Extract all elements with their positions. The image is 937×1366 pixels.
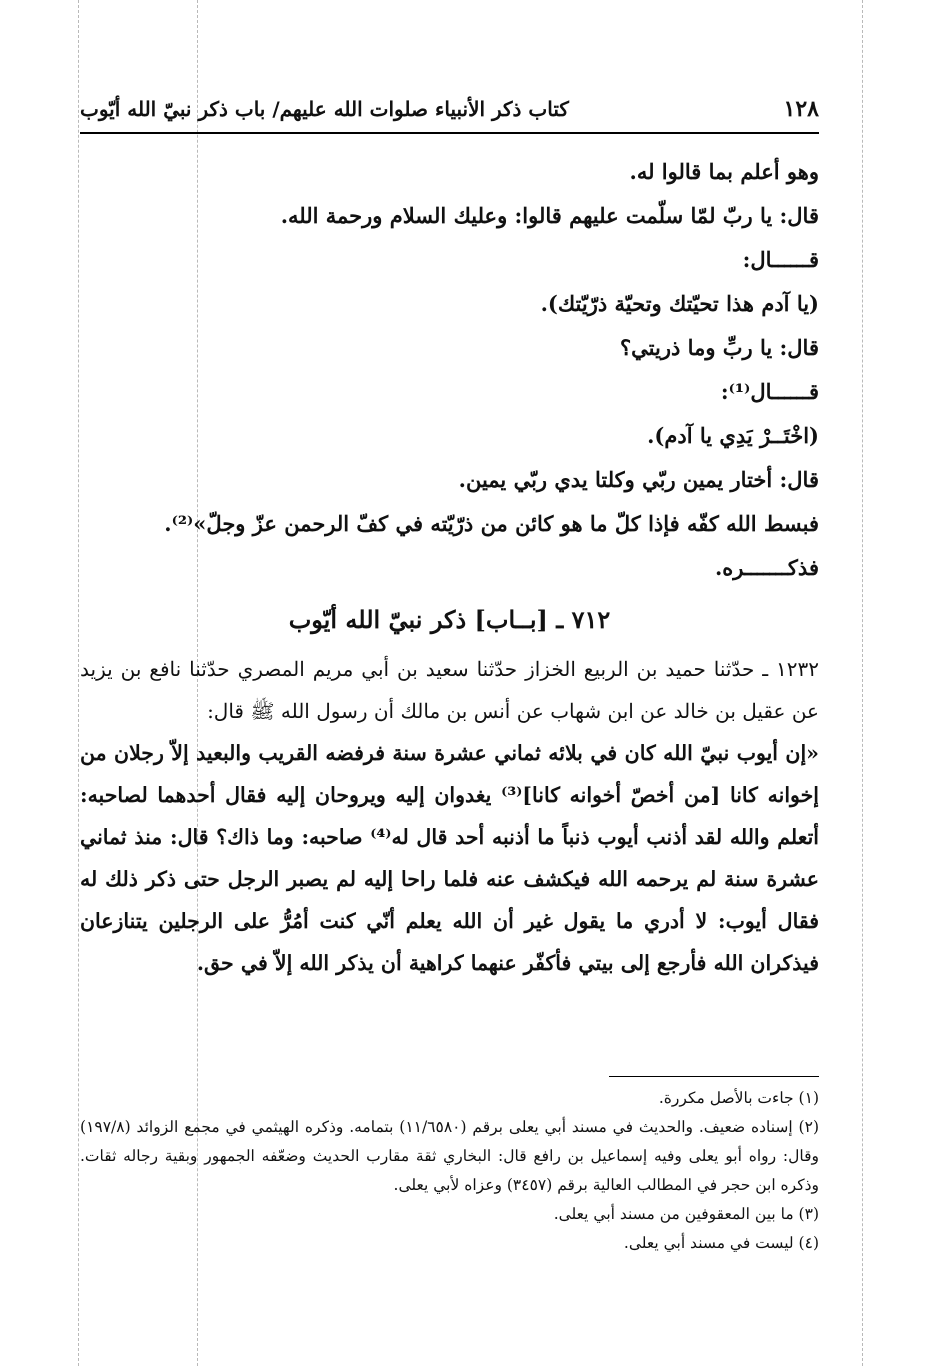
- text-line: قــــــال⁽¹⁾:: [720, 379, 819, 404]
- running-header: [80, 86, 819, 134]
- text-line: فبسط الله كفّه فإذا كلّ ما هو كائن من ذرّيّته في كفّ الرحمن عزّ وجلّ»⁽²⁾.: [164, 511, 819, 536]
- text-line: (اخْتَــرْ يَدِي يا آدم).: [647, 423, 819, 448]
- footnote: (٤) ليست في مسند أبي يعلى.: [623, 1234, 819, 1252]
- footnote: (١) جاءت بالأصل مكررة.: [658, 1089, 819, 1107]
- footnote: (٣) ما بين المعقوفين من مسند أبي يعلى.: [553, 1205, 819, 1223]
- footnote: (٢) إسناده ضعيف. والحديث في مسند أبي يعلى برقم (١١/٦٥٨٠) بتمامه. وذكره الهيثمي في مجمع الزوائد (١٩٧/٨) وقال: رواه أبو يعلى وفيه إسماعيل بن رافع قال: البخاري ثقة مقارب الحديث وضعّفه الجمهور وبقية رجاله ثقات. وذكره ابن حجر في المطالب العالية برقم (٣٤٥٧) وعزاه لأبي يعلى.: [80, 1118, 819, 1194]
- text-line: (يا آدم هذا تحيّتك وتحيّة ذرّيّتك).: [540, 291, 819, 316]
- footnote-separator: [609, 1076, 819, 1077]
- text-line: قــــــال:: [742, 247, 819, 272]
- narration-chain: ١٢٣٢ ـ حدّثنا حميد بن الربيع الخزاز حدّثنا سعيد بن أبي مريم المصري حدّثنا نافع بن يزيد عن عقيل بن خالد عن ابن شهاب عن أنس بن مالك أن رسول الله ﷺ قال:: [80, 657, 819, 723]
- text-line: قال: يا ربِّ وما ذريتي؟: [620, 335, 819, 360]
- text-line: فذكـــــــره.: [714, 555, 819, 580]
- text-line: وهو أعلم بما قالوا له.: [629, 159, 819, 184]
- page-number: ١٢٨: [783, 96, 819, 122]
- footnotes: [80, 1084, 819, 1258]
- scan-margin-line: [78, 0, 79, 1366]
- main-text: [80, 150, 819, 984]
- running-title: كتاب ذكر الأنبياء صلوات الله عليهم/ باب ذكر نبيّ الله أيّوب: [80, 97, 569, 121]
- hadith-text: «إن أيوب نبيّ الله كان في بلائه ثماني عشرة سنة فرفضه القريب والبعيد إلاّ رجلان من إخوانه كانا [من أخصّ أخوانه كانا]⁽³⁾ يغدوان إليه ويروحان إليه فقال أحدهما لصاحبه: أتعلم والله لقد أذنب أيوب ذنباً ما أذنبه أحد قال له⁽⁴⁾ صاحبه: وما ذاك؟ قال: منذ ثماني عشرة سنة لم يرحمه الله فيكشف عنه فلما راحا إليه لم يصبر الرجل حتى ذكر ذلك له فقال أيوب: لا أدري ما يقول غير أن الله يعلم أنّي كنت أمُرُّ على الرجلين يتنازعان فيذكران الله فأرجع إلى بيتي فأكفّر عنهما كراهية أن يذكر الله إلاّ في حق.: [80, 741, 819, 975]
- text-line: قال: يا ربّ لمّا سلّمت عليهم قالوا: وعليك السلام ورحمة الله.: [280, 203, 819, 228]
- chapter-heading: ٧١٢ ـ [بــاب] ذكر نبيّ الله أيّوب: [288, 605, 611, 634]
- scan-margin-line: [862, 0, 863, 1366]
- text-line: قال: أختار يمين ربّي وكلتا يدي ربّي يمين.: [458, 467, 819, 492]
